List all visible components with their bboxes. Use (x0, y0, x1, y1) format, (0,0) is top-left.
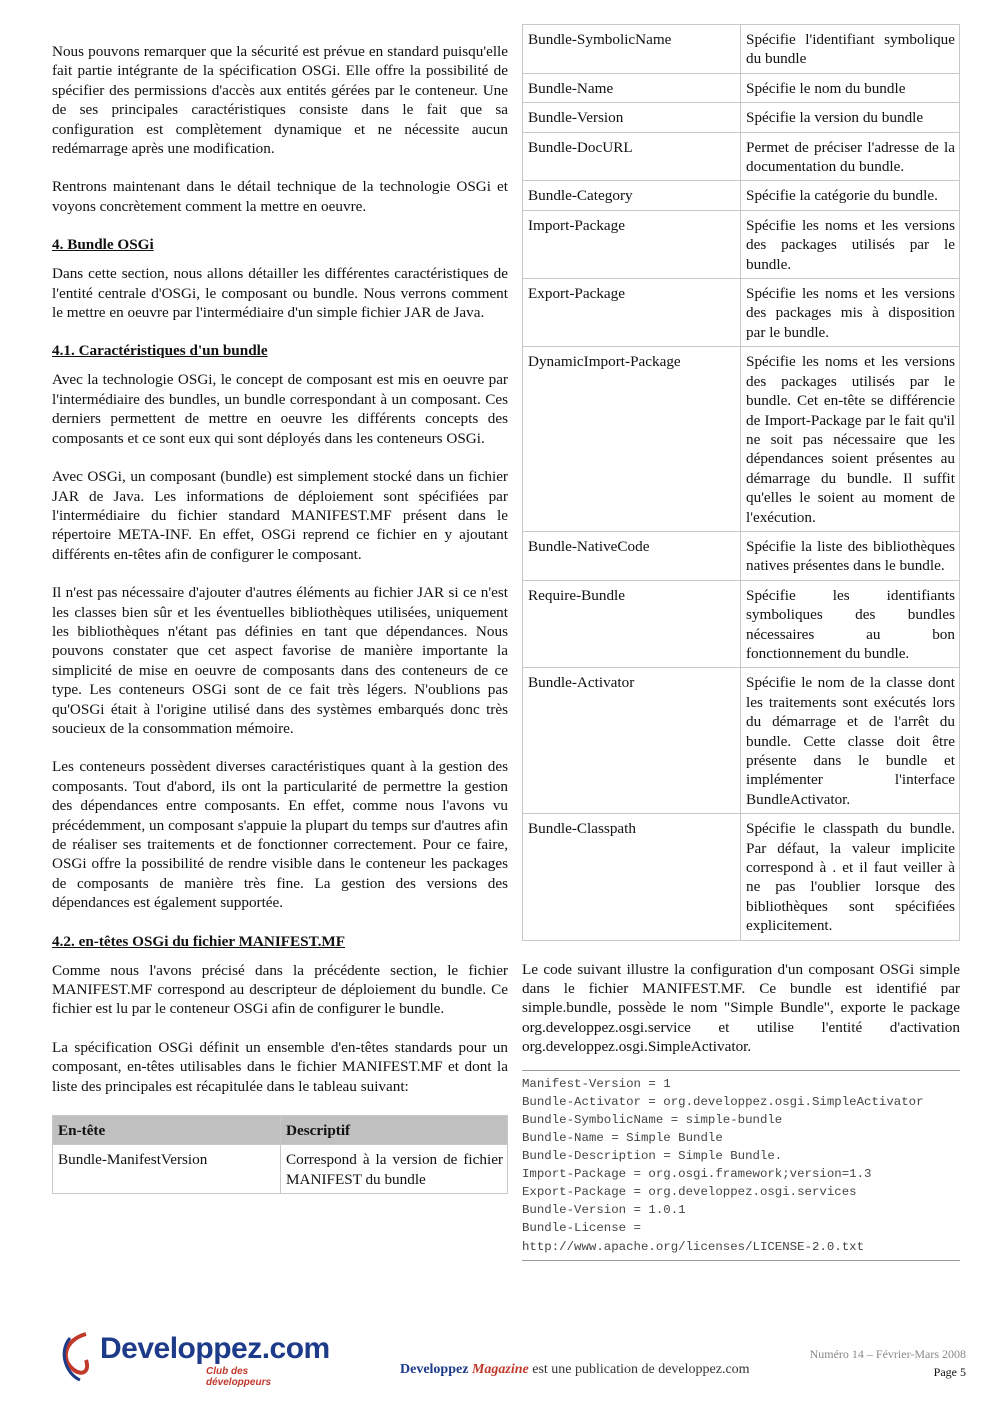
issue-number: Numéro 14 – Février-Mars 2008 (809, 1347, 966, 1361)
header-name-cell: Bundle-NativeCode (523, 531, 741, 580)
paragraph: Le code suivant illustre la configuration d'un composant OSGi simple dans le fichier MANIFEST.MF. Ce bundle est identifié par simple.bundle, possède le nom "Simple Bundle", exporte le package org.developpez.osgi.service et utilise l'entité d'activation org.developpez.osgi.SimpleActivator. (522, 960, 960, 1056)
header-name-cell: Bundle-SymbolicName (523, 25, 741, 74)
code-line: Bundle-Name = Simple Bundle (522, 1130, 723, 1145)
code-line: Bundle-License = (522, 1221, 641, 1236)
table-row (523, 531, 960, 580)
left-column (52, 42, 508, 1194)
header-name-cell: Bundle-DocURL (523, 132, 741, 181)
section-heading: 4.1. Caractéristiques d'un bundle (52, 342, 268, 360)
header-name-cell: DynamicImport-Package (523, 347, 741, 532)
header-name-cell: Bundle-Activator (523, 668, 741, 814)
developpez-logo (56, 1330, 330, 1388)
code-line: Import-Package = org.osgi.framework;version=1.3 (522, 1167, 872, 1182)
paragraph: Dans cette section, nous allons détailler les différentes caractéristiques de l'entité centrale d'OSGi, le composant ou bundle. Nous verrons comment le mettre en oeuvre par l'intermédiaire d'un simple fichier JAR de Java. (52, 265, 508, 322)
code-line: Export-Package = org.developpez.osgi.services (522, 1185, 857, 1200)
section-heading: 4.2. en-têtes OSGi du fichier MANIFEST.MF (52, 932, 346, 950)
code-line: Bundle-Activator = org.developpez.osgi.SimpleActivator (522, 1094, 924, 1109)
table-row (523, 668, 960, 814)
table-row (523, 103, 960, 132)
table-row (523, 814, 960, 940)
header-name-cell: Bundle-Category (523, 181, 741, 210)
table-row (523, 279, 960, 347)
table-header-row (53, 1116, 508, 1145)
pub-brand: Developpez (400, 1362, 469, 1377)
code-line: http://www.apache.org/licenses/LICENSE-2.0.txt (522, 1239, 865, 1254)
logo-tagline: Club des développeurs (206, 1366, 272, 1388)
header-desc-cell: Spécifie le nom de la classe dont les traitements sont exécutés lors du démarrage et de l'arrêt du bundle. Cette classe doit être présente dans le bundle et implémenter l'interface BundleActivator. (741, 668, 960, 814)
page-footer (0, 1330, 992, 1404)
table-row (523, 181, 960, 210)
header-desc-cell: Spécifie les noms et les versions des packages mis à disposition par le bundle. (741, 279, 960, 347)
header-desc-cell: Spécifie la version du bundle (741, 103, 960, 132)
table-row (523, 347, 960, 532)
header-name-cell: Bundle-Classpath (523, 814, 741, 940)
header-desc-cell: Spécifie le classpath du bundle. Par défaut, la valeur implicite correspond à . et il faut veiller à ne pas l'oublier lorsque des bibliothèques sont spécifiées explicitement. (741, 814, 960, 940)
paragraph: La spécification OSGi définit un ensemble d'en-têtes standards pour un composant, en-têtes utilisables dans le fichier MANIFEST.MF et dont la liste des principales est récapitulée dans le tableau suivant: (52, 1038, 508, 1095)
pub-magazine: Magazine (471, 1362, 529, 1377)
paragraph: Avec OSGi, un composant (bundle) est simplement stocké dans un fichier JAR de Java. Les informations de déploiement sont spécifiées par l'intermédiaire du fichier standard MANIFEST.MF présent dans le répertoire META-INF. En effet, OSGi reprend ce fichier en y ajoutant différents en-têtes afin de configurer le composant. (52, 468, 508, 563)
code-block (522, 1070, 960, 1261)
header-desc-cell: Spécifie les noms et les versions des packages utilisés par le bundle. (741, 210, 960, 278)
table-row (523, 210, 960, 278)
header-desc-cell: Spécifie les noms et les versions des packages utilisés par le bundle. Cet en-tête se différencie de Import-Package par le fait qu'il ne soit pas nécessaire que les dépendances soient présentes au démarrage du bundle. Il suffit qu'elles le soient au moment de l'exécution. (741, 347, 960, 532)
table-row (523, 73, 960, 102)
header-desc-cell: Spécifie l'identifiant symbolique du bundle (741, 25, 960, 74)
paragraph: Avec la technologie OSGi, le concept de composant est mis en oeuvre par l'intermédiaire des bundles, un bundle correspondant à un composant. Ces derniers permettent de mettre en oeuvre les différents concepts des composants et ce sont eux qui sont déployés dans les conteneurs OSGi. (52, 371, 508, 447)
header-desc-cell: Spécifie le nom du bundle (741, 73, 960, 102)
header-desc-cell: Spécifie la liste des bibliothèques natives présentes dans le bundle. (741, 531, 960, 580)
header-name-cell: Require-Bundle (523, 580, 741, 668)
header-name-cell: Bundle-Version (523, 103, 741, 132)
paragraph: Rentrons maintenant dans le détail technique de la technologie OSGi et voyons concrètement comment la mettre en oeuvre. (52, 178, 508, 215)
page-number: Page 5 (933, 1365, 966, 1379)
paragraph: Il n'est pas nécessaire d'ajouter d'autres éléments au fichier JAR si ce n'est les classes bien sûr et les éventuelles bibliothèques utilisées, uniquement les bibliothèques n'étant pas définies en tant que dépendances. Nous pouvons constater que cet aspect favorise de manière importante la simplicité de mise en oeuvre de composants dans des conteneurs de ce type. Les conteneurs OSGi sont de ce fait très légers. N'oublions pas qu'OSGi était à l'origine utilisé dans des systèmes embarqués donc très soucieux de la consommation mémoire. (52, 584, 508, 737)
header-name-cell: Bundle-Name (523, 73, 741, 102)
header-name-cell: Export-Package (523, 279, 741, 347)
table-row (53, 1145, 508, 1194)
column-header: Descriptif (281, 1116, 508, 1145)
manifest-headers-table-part2 (522, 24, 960, 941)
manifest-headers-table-part1 (52, 1115, 508, 1194)
code-line: Manifest-Version = 1 (522, 1076, 671, 1091)
header-desc-cell: Permet de préciser l'adresse de la documentation du bundle. (741, 132, 960, 181)
table-row (523, 580, 960, 668)
header-desc-cell: Correspond à la version de fichier MANIFEST du bundle (281, 1145, 508, 1194)
table-row (523, 132, 960, 181)
swirl-logo-icon (56, 1330, 100, 1384)
table-row (523, 25, 960, 74)
pub-rest: est une publication de developpez.com (528, 1362, 750, 1377)
header-desc-cell: Spécifie les identifiants symboliques des bundles nécessaires au bon fonctionnement du bundle. (741, 580, 960, 668)
header-desc-cell: Spécifie la catégorie du bundle. (741, 181, 960, 210)
column-header: En-tête (53, 1116, 281, 1145)
paragraph: Comme nous l'avons précisé dans la précédente section, le fichier MANIFEST.MF correspond au descripteur de déploiement du bundle. Ce fichier est lu par le conteneur OSGi afin de configurer le bundle. (52, 961, 508, 1018)
section-heading: 4. Bundle OSGi (52, 236, 154, 254)
right-column (522, 24, 960, 1261)
code-line: Bundle-Description = Simple Bundle. (522, 1149, 783, 1164)
code-line: Bundle-Version = 1.0.1 (522, 1203, 686, 1218)
logo-wordmark: Developpez.com (100, 1332, 330, 1365)
paragraph: Nous pouvons remarquer que la sécurité est prévue en standard puisqu'elle fait partie intégrante de la spécification OSGi. Elle offre la possibilité de spécifier des permissions d'accès aux entités gérées par le conteneur. Une de ses principales caractéristiques consiste dans le fait que sa configuration est complètement dynamique et ne nécessite aucun redémarrage après une modification. (52, 43, 508, 158)
publication-line (400, 1362, 750, 1378)
code-line: Bundle-SymbolicName = simple-bundle (522, 1112, 783, 1127)
header-name-cell: Bundle-ManifestVersion (53, 1145, 281, 1194)
header-name-cell: Import-Package (523, 210, 741, 278)
paragraph: Les conteneurs possèdent diverses caractéristiques quant à la gestion des composants. Tout d'abord, ils ont la particularité de permettre la gestion des dépendances entre composants. En effet, comme nous l'avons vu précédemment, un composant s'appuie la plupart du temps sur d'autres afin de réaliser ses traitements et de fonctionner correctement. Pour ce faire, OSGi offre la possibilité de rendre visible dans le conteneur les packages de composants de manière très fine. La gestion des versions des dépendances est également supportée. (52, 758, 508, 912)
